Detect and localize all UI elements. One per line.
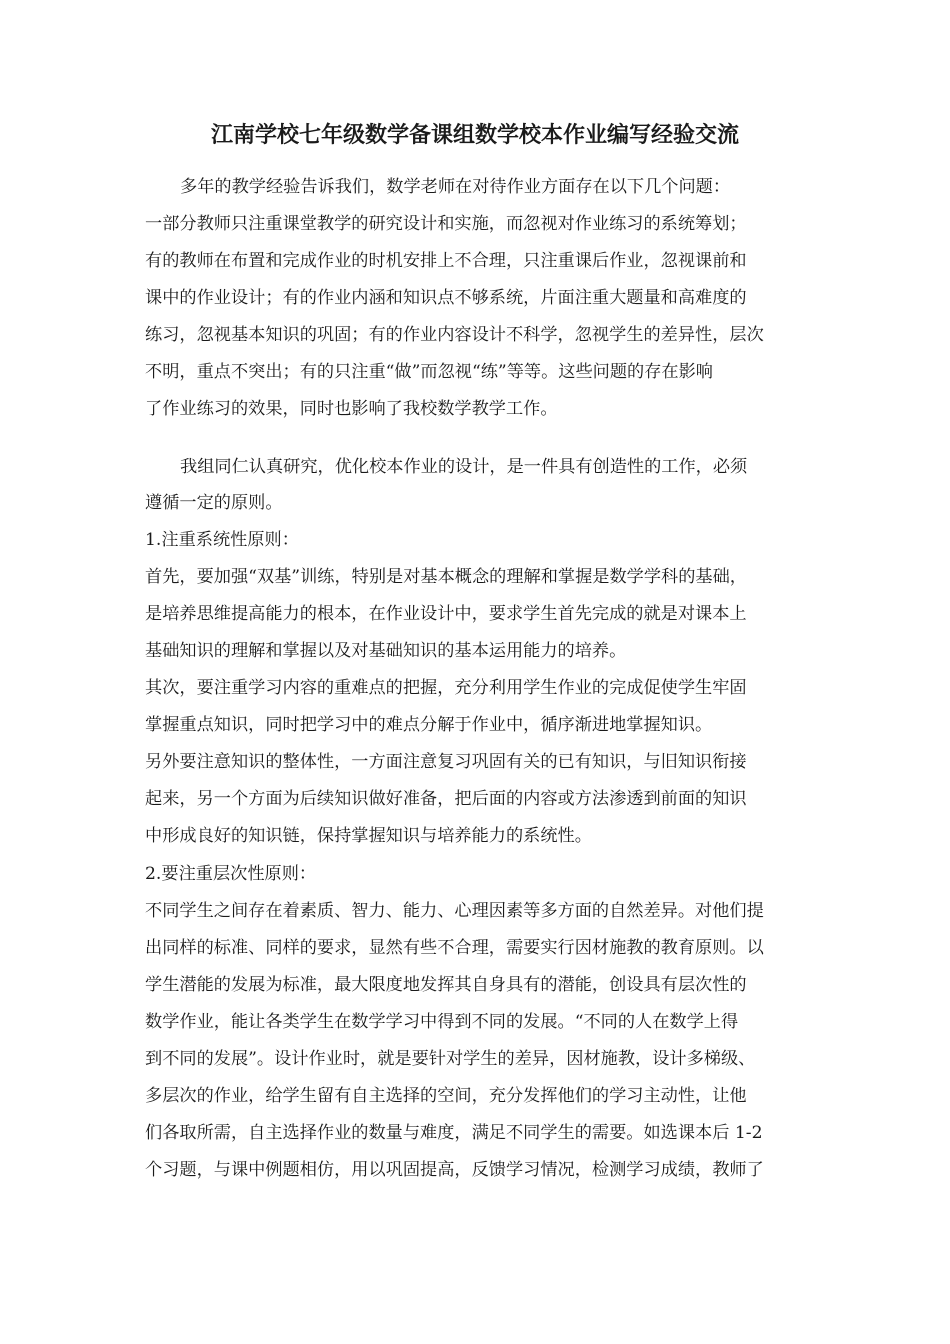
paragraph-line: 起来，另一个方面为后续知识做好准备，把后面的内容或方法渗透到前面的知识 [145, 789, 747, 809]
paragraph-line: 我组同仁认真研究，优化校本作业的设计，是一件具有创造性的工作，必须 [180, 457, 748, 477]
paragraph-line: 学生潜能的发展为标准，最大限度地发挥其自身具有的潜能，创设具有层次性的 [145, 975, 747, 995]
section-heading: 2.要注重层次性原则： [145, 864, 317, 884]
paragraph-line: 其次，要注重学习内容的重难点的把握，充分利用学生作业的完成促使学生牢固 [145, 678, 747, 698]
paragraph-line: 是培养思维提高能力的根本，在作业设计中，要求学生首先完成的就是对课本上 [145, 604, 747, 624]
paragraph-line: 个习题，与课中例题相仿，用以巩固提高，反馈学习情况，检测学习成绩，教师了 [145, 1160, 764, 1180]
paragraph-line: 练习，忽视基本知识的巩固；有的作业内容设计不科学，忽视学生的差异性，层次 [145, 325, 764, 345]
paragraph-line: 了作业练习的效果，同时也影响了我校数学教学工作。 [145, 399, 558, 419]
document-title: 江南学校七年级数学备课组数学校本作业编写经验交流 [210, 122, 739, 148]
paragraph-line: 出同样的标准、同样的要求，显然有些不合理，需要实行因材施教的教育原则。以 [145, 938, 764, 958]
paragraph-line: 多年的教学经验告诉我们，数学老师在对待作业方面存在以下几个问题： [180, 177, 731, 197]
paragraph-line: 一部分教师只注重课堂教学的研究设计和实施，而忽视对作业练习的系统筹划； [145, 214, 747, 234]
paragraph-line: 到不同的发展”。设计作业时，就是要针对学生的差异，因材施教，设计多梯级、 [145, 1049, 756, 1069]
paragraph-line: 另外要注意知识的整体性，一方面注意复习巩固有关的已有知识，与旧知识衔接 [145, 752, 747, 772]
paragraph-line: 数学作业，能让各类学生在数学学习中得到不同的发展。“不同的人在数学上得 [145, 1012, 739, 1032]
section-heading: 1.注重系统性原则： [145, 530, 299, 550]
paragraph-line: 不明，重点不突出；有的只注重“做”而忽视“练”等等。这些问题的存在影响 [145, 362, 713, 382]
paragraph-line: 多层次的作业，给学生留有自主选择的空间，充分发挥他们的学习主动性，让他 [145, 1086, 747, 1106]
paragraph-line: 首先，要加强“双基”训练，特别是对基本概念的理解和掌握是数学学科的基础， [145, 567, 747, 587]
paragraph-line: 有的教师在布置和完成作业的时机安排上不合理，只注重课后作业，忽视课前和 [145, 251, 747, 271]
paragraph-line: 中形成良好的知识链，保持掌握知识与培养能力的系统性。 [145, 826, 592, 846]
paragraph-line: 不同学生之间存在着素质、智力、能力、心理因素等多方面的自然差异。对他们提 [145, 901, 764, 921]
paragraph-line: 遵循一定的原则。 [145, 493, 283, 513]
paragraph-line: 基础知识的理解和掌握以及对基础知识的基本运用能力的培养。 [145, 641, 627, 661]
paragraph-line: 课中的作业设计；有的作业内涵和知识点不够系统，片面注重大题量和高难度的 [145, 288, 747, 308]
paragraph-line: 们各取所需，自主选择作业的数量与难度，满足不同学生的需要。如选课本后 1-2 [145, 1123, 763, 1143]
paragraph-line: 掌握重点知识，同时把学习中的难点分解于作业中，循序渐进地掌握知识。 [145, 715, 713, 735]
